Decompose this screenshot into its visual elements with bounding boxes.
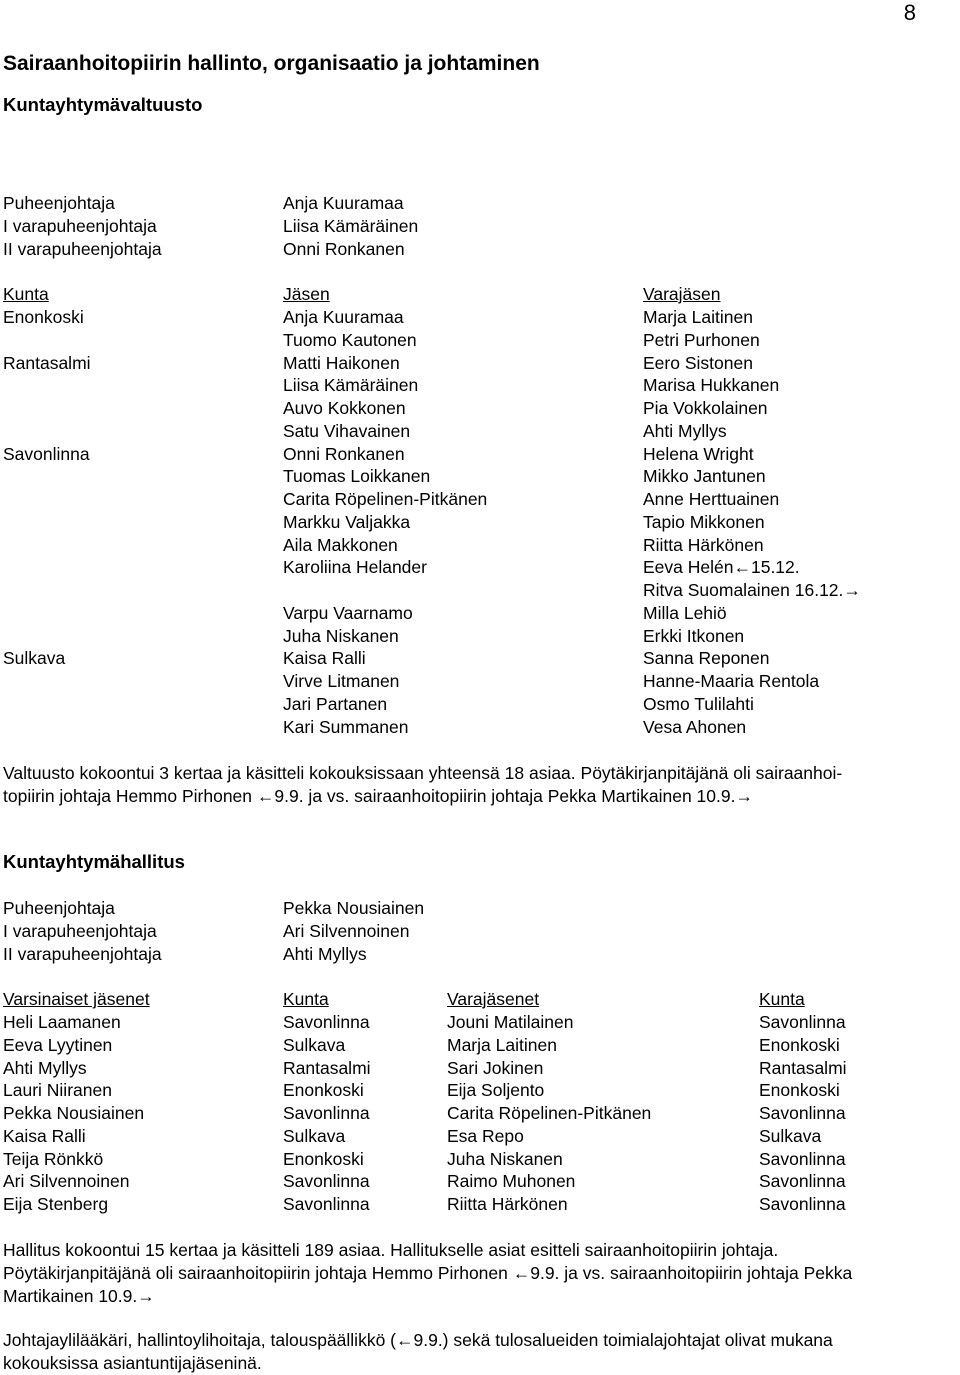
council-officer-row: [0, 238, 960, 261]
note-line: Valtuusto kokoontui 3 kertaa ja käsitteli kokouksissaan yhteensä 18 asiaa. Pöytäkirjanpitäjänä oli sairaanhoi-: [3, 763, 843, 783]
cell-varajasen: Ritva Suomalainen 16.12.→: [643, 580, 861, 600]
cell-jasen: Lauri Niiranen: [3, 1080, 112, 1101]
header-kunta2: Kunta: [759, 989, 805, 1009]
table-row: [0, 511, 960, 534]
table-row: [0, 443, 960, 466]
cell-jasen: Anja Kuuramaa: [283, 307, 404, 327]
cell-kunta: Savonlinna: [283, 1012, 370, 1032]
cell-jasen: Carita Röpelinen-Pitkänen: [283, 489, 488, 509]
cell-varajasen: Mikko Jantunen: [643, 466, 766, 487]
table-row: [0, 306, 960, 329]
table-row: [0, 1102, 960, 1125]
table-row: [0, 488, 960, 511]
council-note: [3, 762, 958, 808]
board-note-2: [3, 1329, 958, 1375]
officer-role: II varapuheenjohtaja: [3, 944, 162, 964]
table-row: [0, 693, 960, 716]
officer-name: Onni Ronkanen: [283, 239, 405, 259]
cell-kunta2: Enonkoski: [759, 1034, 840, 1055]
cell-kunta: Savonlinna: [283, 1194, 370, 1214]
note-line: Johtajaylilääkäri, hallintoylihoitaja, talouspäällikkö (←9.9.) sekä tulosalueiden toimialajohtajat olivat mukana: [3, 1330, 833, 1350]
officer-role: I varapuheenjohtaja: [3, 216, 157, 236]
cell-kunta: Enonkoski: [283, 1148, 364, 1169]
note-line: Martikainen 10.9.→: [3, 1285, 155, 1306]
cell-jasen: Pekka Nousiainen: [3, 1103, 145, 1123]
cell-varajasen: Marisa Hukkanen: [643, 375, 780, 396]
cell-varajasen: Milla Lehiö: [643, 602, 727, 623]
cell-jasen: Liisa Kämäräinen: [283, 375, 419, 396]
cell-kunta2: Savonlinna: [759, 1194, 846, 1214]
cell-jasen: Ahti Myllys: [3, 1057, 87, 1078]
cell-kunta: Enonkoski: [3, 307, 84, 327]
cell-jasen: Jari Partanen: [283, 693, 388, 714]
table-row: [0, 625, 960, 648]
cell-kunta2: Savonlinna: [759, 1171, 846, 1192]
table-row: [0, 1125, 960, 1148]
cell-varajasen: Riitta Härkönen: [643, 534, 764, 555]
cell-varajasen: Erkki Itkonen: [643, 625, 745, 646]
cell-kunta2: Savonlinna: [759, 1012, 846, 1032]
table-row: [0, 534, 960, 557]
note-line: Hallitus kokoontui 15 kertaa ja käsitteli 189 asiaa. Hallitukselle asiat esitteli sairaanhoitopiirin johtaja.: [3, 1240, 779, 1260]
cell-varajasen: Eero Sistonen: [643, 352, 753, 373]
table-row: [0, 329, 960, 352]
cell-jasen: Teija Rönkkö: [3, 1148, 104, 1169]
cell-varajasen: Marja Laitinen: [643, 307, 753, 327]
table-row: [0, 1170, 960, 1193]
cell-jasen: Eeva Lyytinen: [3, 1034, 113, 1055]
council-heading: Kuntayhtymävaltuusto: [3, 94, 203, 115]
council-table-header: [0, 283, 960, 306]
cell-varajasen: Riitta Härkönen: [447, 1194, 568, 1214]
cell-varajasen: Juha Niskanen: [447, 1148, 563, 1169]
cell-kunta: Rantasalmi: [283, 1057, 371, 1078]
table-row: [0, 1148, 960, 1171]
cell-kunta2: Savonlinna: [759, 1148, 846, 1169]
table-row: [0, 1011, 960, 1034]
header-jasen: Jäsen: [283, 284, 330, 304]
board-table-header: [0, 988, 960, 1011]
officer-role: I varapuheenjohtaja: [3, 921, 157, 941]
table-row: [0, 1057, 960, 1080]
cell-jasen: Auvo Kokkonen: [283, 398, 406, 418]
board-officer-row: [0, 943, 960, 966]
cell-varajasen: Raimo Muhonen: [447, 1171, 576, 1192]
cell-kunta: Rantasalmi: [3, 352, 91, 373]
cell-jasen: Matti Haikonen: [283, 352, 400, 373]
cell-jasen: Kari Summanen: [283, 716, 409, 737]
cell-jasen: Tuomo Kautonen: [283, 329, 417, 350]
officer-name: Ahti Myllys: [283, 944, 367, 964]
board-officer-row: [0, 897, 960, 920]
header-jasen: Varsinaiset jäsenet: [3, 989, 150, 1009]
officer-role: Puheenjohtaja: [3, 898, 115, 918]
cell-varajasen: Sanna Reponen: [643, 648, 770, 669]
cell-varajasen: Eija Soljento: [447, 1080, 545, 1101]
cell-jasen: Tuomas Loikkanen: [283, 466, 431, 487]
table-row: [0, 397, 960, 420]
table-row: [0, 647, 960, 670]
note-line: Pöytäkirjanpitäjänä oli sairaanhoitopiirin johtaja Hemmo Pirhonen ←9.9. ja vs. sairaanhoitopiirin johtaja Pekka: [3, 1262, 853, 1283]
cell-kunta: Sulkava: [3, 648, 66, 669]
table-row: [0, 670, 960, 693]
cell-jasen: Markku Valjakka: [283, 511, 411, 532]
officer-role: II varapuheenjohtaja: [3, 239, 162, 259]
document-title: Sairaanhoitopiirin hallinto, organisaatio ja johtaminen: [3, 52, 540, 75]
table-row: [0, 716, 960, 739]
cell-varajasen: Osmo Tulilahti: [643, 693, 754, 714]
table-row: [0, 1034, 960, 1057]
board-heading: Kuntayhtymähallitus: [3, 851, 185, 872]
table-row: [0, 465, 960, 488]
cell-jasen: Varpu Vaarnamo: [283, 602, 413, 623]
officer-name: Ari Silvennoinen: [283, 921, 410, 941]
cell-kunta: Savonlinna: [283, 1171, 370, 1192]
table-row: [0, 556, 960, 579]
cell-kunta: Enonkoski: [283, 1080, 364, 1101]
header-varajasen: Varajäsen: [643, 284, 721, 304]
cell-jasen: Ari Silvennoinen: [3, 1171, 130, 1192]
table-row: [0, 420, 960, 443]
cell-varajasen: Eeva Helén←15.12.: [643, 557, 800, 578]
cell-varajasen: Sari Jokinen: [447, 1057, 544, 1078]
cell-kunta: Sulkava: [283, 1125, 346, 1146]
officer-name: Anja Kuuramaa: [283, 193, 404, 213]
cell-varajasen: Jouni Matilainen: [447, 1012, 574, 1032]
cell-jasen: Virve Litmanen: [283, 671, 400, 691]
table-row: [0, 602, 960, 625]
council-officer-row: [0, 215, 960, 238]
cell-jasen: Satu Vihavainen: [283, 420, 411, 441]
cell-varajasen: Ahti Myllys: [643, 420, 727, 441]
header-varajasen: Varajäsenet: [447, 989, 540, 1009]
cell-jasen: Kaisa Ralli: [3, 1125, 86, 1146]
table-row: [0, 352, 960, 375]
cell-varajasen: Pia Vokkolainen: [643, 398, 768, 418]
council-officer-row: [0, 192, 960, 215]
cell-varajasen: Helena Wright: [643, 443, 754, 464]
cell-varajasen: Anne Herttuainen: [643, 489, 780, 509]
cell-jasen: Karoliina Helander: [283, 557, 427, 578]
cell-varajasen: Hanne-Maaria Rentola: [643, 671, 820, 691]
cell-varajasen: Vesa Ahonen: [643, 716, 747, 737]
cell-kunta: Savonlinna: [3, 443, 90, 464]
cell-kunta2: Rantasalmi: [759, 1057, 847, 1078]
cell-kunta2: Savonlinna: [759, 1103, 846, 1123]
cell-varajasen: Carita Röpelinen-Pitkänen: [447, 1103, 652, 1123]
cell-varajasen: Marja Laitinen: [447, 1034, 557, 1055]
cell-jasen: Heli Laamanen: [3, 1012, 121, 1032]
page-number: 8: [903, 0, 916, 25]
cell-jasen: Aila Makkonen: [283, 534, 398, 555]
cell-kunta: Sulkava: [283, 1034, 346, 1055]
cell-jasen: Juha Niskanen: [283, 625, 399, 646]
officer-name: Liisa Kämäräinen: [283, 216, 419, 236]
officer-name: Pekka Nousiainen: [283, 898, 425, 918]
table-row: [0, 579, 960, 602]
cell-jasen: Onni Ronkanen: [283, 443, 405, 464]
officer-role: Puheenjohtaja: [3, 193, 115, 213]
cell-varajasen: Esa Repo: [447, 1125, 524, 1146]
note-line: kokouksissa asiantuntijajäseninä.: [3, 1352, 262, 1373]
cell-varajasen: Tapio Mikkonen: [643, 511, 765, 532]
header-kunta: Kunta: [3, 284, 49, 304]
cell-kunta2: Sulkava: [759, 1125, 822, 1146]
board-note: [3, 1239, 958, 1307]
board-officer-row: [0, 920, 960, 943]
table-row: [0, 1079, 960, 1102]
header-kunta: Kunta: [283, 989, 329, 1009]
note-line: topiirin johtaja Hemmo Pirhonen ←9.9. ja vs. sairaanhoitopiirin johtaja Pekka Martikainen 10.9.→: [3, 785, 753, 806]
cell-jasen: Kaisa Ralli: [283, 648, 366, 669]
table-row: [0, 374, 960, 397]
cell-varajasen: Petri Purhonen: [643, 329, 760, 350]
cell-kunta: Savonlinna: [283, 1103, 370, 1123]
table-row: [0, 1193, 960, 1216]
cell-kunta2: Enonkoski: [759, 1080, 840, 1101]
cell-jasen: Eija Stenberg: [3, 1194, 109, 1214]
